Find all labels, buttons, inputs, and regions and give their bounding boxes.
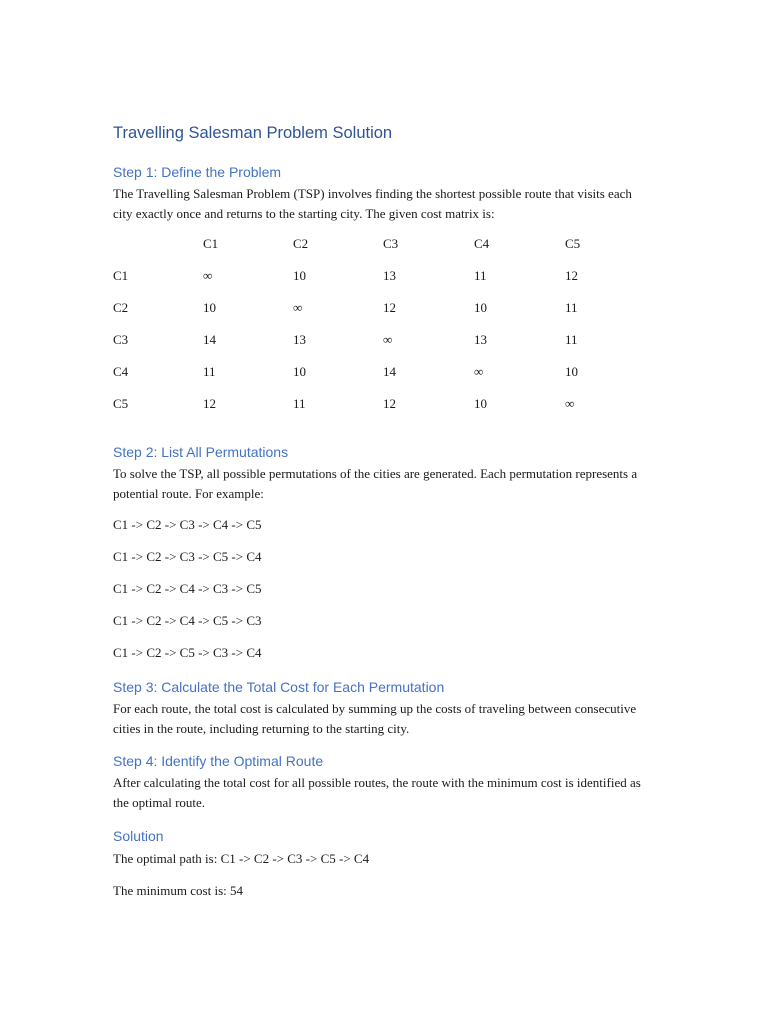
step2-paragraph: To solve the TSP, all possible permutations of the cities are generated. Each permutation represents a potential route. For example:	[113, 466, 638, 501]
matrix-cell: 13	[293, 332, 306, 347]
matrix-cell: 10	[474, 300, 487, 315]
matrix-column-header: C1	[203, 236, 219, 251]
matrix-cell: 14	[203, 332, 216, 347]
matrix-row-label: C3	[113, 332, 129, 347]
step1-paragraph: The Travelling Salesman Problem (TSP) involves finding the shortest possible route that visits each city exactly once and returns to the starting city. The given cost matrix is:	[113, 186, 632, 221]
matrix-cell: 14	[383, 364, 396, 379]
matrix-cell: 11	[474, 268, 487, 283]
cost-matrix-header-row	[113, 236, 625, 268]
matrix-row	[113, 300, 625, 332]
matrix-row-label: C5	[113, 396, 129, 411]
matrix-row	[113, 364, 625, 396]
matrix-cell: 11	[203, 364, 216, 379]
matrix-cell: 12	[383, 396, 396, 411]
matrix-row-label: C2	[113, 300, 129, 315]
route-item: C1 -> C2 -> C4 -> C3 -> C5	[113, 581, 262, 596]
minimum-cost-text: The minimum cost is: 54	[113, 883, 243, 898]
route-item: C1 -> C2 -> C4 -> C5 -> C3	[113, 613, 262, 628]
matrix-cell: 13	[474, 332, 487, 347]
matrix-column-header: C4	[474, 236, 490, 251]
matrix-cell: 11	[565, 332, 578, 347]
matrix-row-label: C4	[113, 364, 129, 379]
matrix-cell: 11	[293, 396, 306, 411]
document-title: Travelling Salesman Problem Solution	[113, 124, 393, 142]
matrix-cell: 11	[565, 300, 578, 315]
matrix-cell: 10	[293, 364, 306, 379]
matrix-column-header: C5	[565, 236, 581, 251]
matrix-cell: 10	[293, 268, 306, 283]
matrix-row-label: C1	[113, 268, 129, 283]
matrix-cell: 12	[565, 268, 578, 283]
matrix-row	[113, 268, 625, 300]
solution-heading: Solution	[113, 828, 164, 844]
matrix-corner-cell	[113, 236, 203, 268]
matrix-column-header: C2	[293, 236, 309, 251]
matrix-cell: 12	[203, 396, 216, 411]
step2-heading: Step 2: List All Permutations	[113, 444, 289, 460]
route-item: C1 -> C2 -> C3 -> C4 -> C5	[113, 517, 262, 532]
matrix-cell: 12	[383, 300, 396, 315]
step4-heading: Step 4: Identify the Optimal Route	[113, 753, 324, 769]
matrix-cell: 10	[565, 364, 578, 379]
cost-matrix-table	[113, 236, 625, 428]
matrix-cell: 10	[474, 396, 487, 411]
optimal-path-text: The optimal path is: C1 -> C2 -> C3 -> C5 -> C4	[113, 851, 370, 866]
matrix-cell: ∞	[203, 268, 213, 283]
step3-heading: Step 3: Calculate the Total Cost for Each Permutation	[113, 679, 445, 695]
route-item: C1 -> C2 -> C3 -> C5 -> C4	[113, 549, 262, 564]
step1-heading: Step 1: Define the Problem	[113, 164, 282, 180]
step3-paragraph: For each route, the total cost is calculated by summing up the costs of traveling between consecutive cities in the route, including returning to the starting city.	[113, 701, 637, 736]
matrix-row	[113, 396, 625, 428]
matrix-cell: 13	[383, 268, 396, 283]
matrix-column-header: C3	[383, 236, 399, 251]
step4-paragraph: After calculating the total cost for all possible routes, the route with the minimum cost is identified as the optimal route.	[113, 775, 641, 810]
matrix-row	[113, 332, 625, 364]
matrix-cell: ∞	[565, 396, 575, 411]
route-item: C1 -> C2 -> C5 -> C3 -> C4	[113, 645, 262, 660]
matrix-cell: 10	[203, 300, 216, 315]
matrix-cell: ∞	[293, 300, 303, 315]
matrix-cell: ∞	[474, 364, 484, 379]
matrix-cell: ∞	[383, 332, 393, 347]
